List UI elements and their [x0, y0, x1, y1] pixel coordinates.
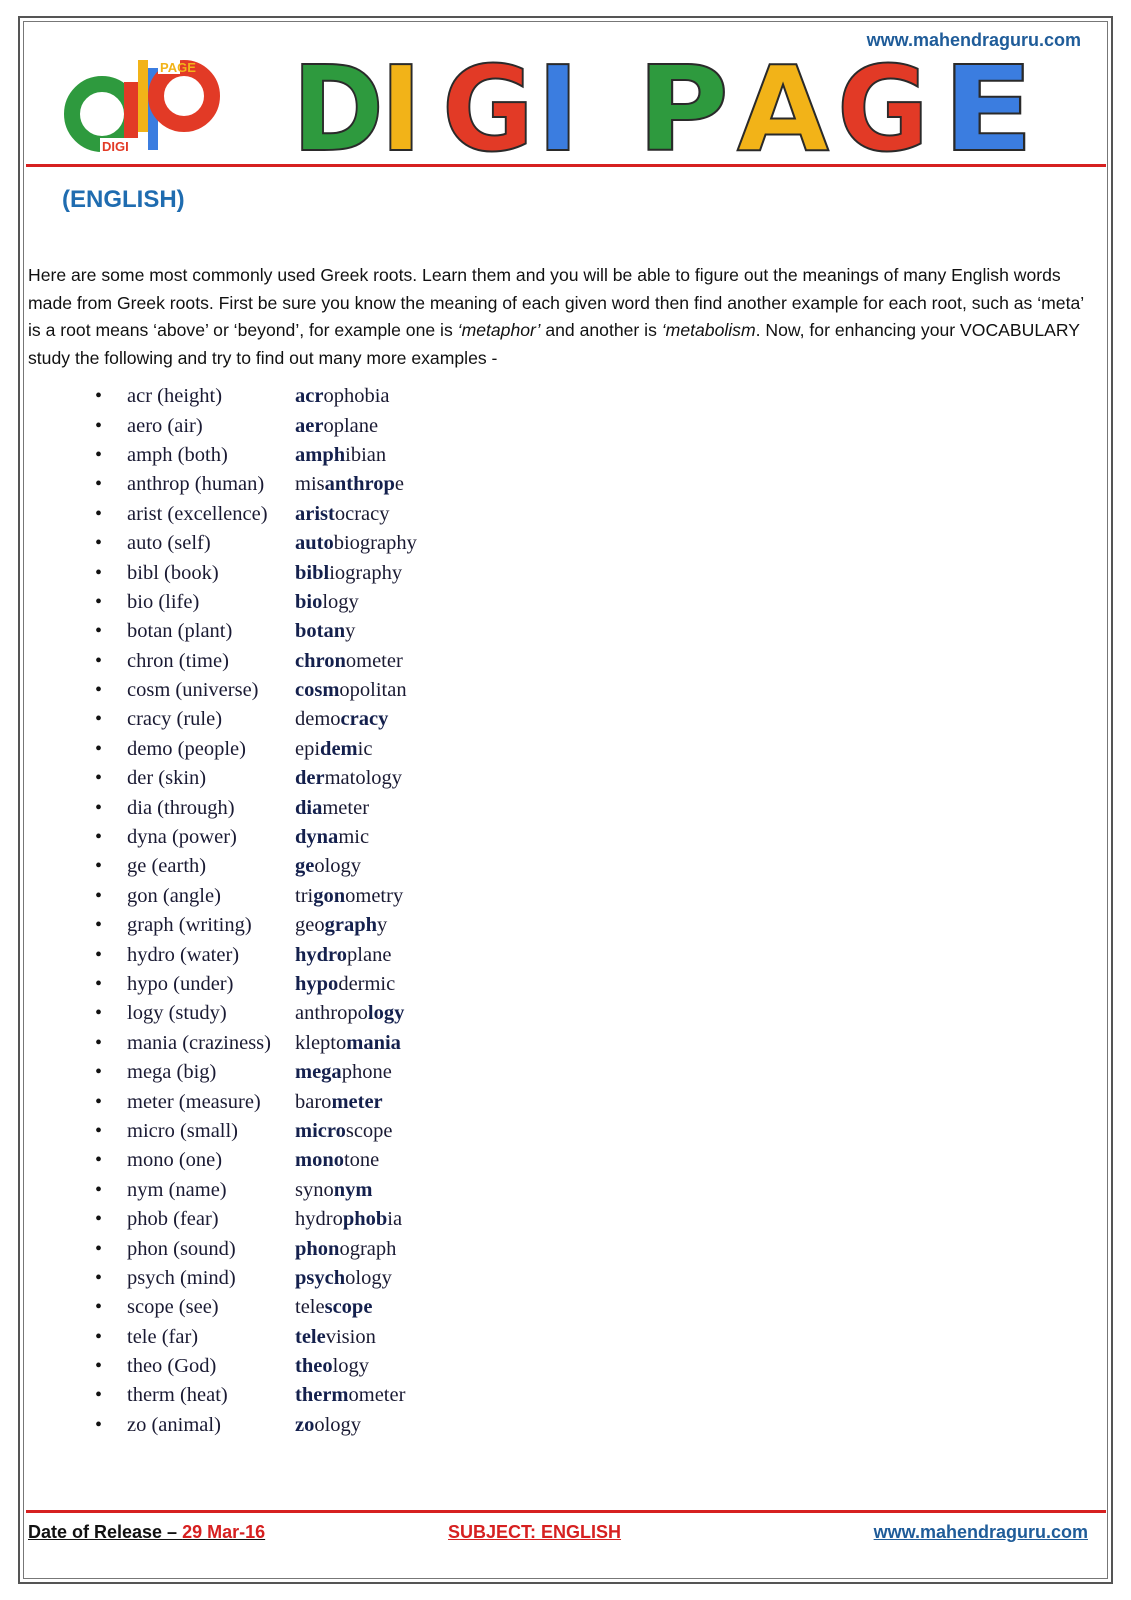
example-suffix: oplane: [323, 414, 379, 437]
example-word: [295, 885, 403, 908]
banner-letter: E: [942, 58, 1034, 158]
root-term: chron (time): [127, 649, 229, 672]
example-suffix: ology: [314, 855, 362, 878]
example-root-part: mono: [295, 1149, 344, 1172]
bullet-icon: •: [95, 1266, 103, 1289]
digi-page-logo: [62, 52, 227, 157]
example-suffix: logy: [322, 590, 359, 613]
root-term: anthrop (human): [127, 473, 265, 496]
example-word: [295, 385, 390, 408]
banner-letter: I: [537, 58, 579, 158]
bullet-icon: •: [95, 767, 103, 790]
root-term: botan (plant): [127, 620, 233, 643]
root-term: scope (see): [127, 1296, 219, 1319]
example-word: [295, 650, 403, 673]
greek-roots-list: [95, 382, 417, 1440]
banner-letter: G: [442, 58, 534, 158]
example-word: [295, 679, 407, 702]
example-word: [295, 1238, 396, 1261]
example-suffix: meter: [322, 796, 370, 819]
bullet-icon: •: [95, 1296, 103, 1319]
list-item: [95, 1146, 417, 1175]
example-word: [295, 826, 369, 849]
root-term: graph (writing): [127, 914, 252, 937]
example-suffix: plane: [347, 943, 392, 966]
root-term: der (skin): [127, 767, 207, 790]
list-item: [95, 1352, 417, 1381]
example-suffix: biography: [333, 532, 417, 555]
root-term: auto (self): [127, 532, 211, 555]
example-prefix: baro: [295, 1090, 332, 1113]
example-root-part: bio: [295, 590, 323, 613]
list-item: [95, 1117, 417, 1146]
list-item: [95, 999, 417, 1028]
root-term: zo (animal): [127, 1413, 221, 1436]
intro-paragraph: [28, 262, 1098, 372]
example-word: [295, 503, 389, 526]
example-root-part: meter: [331, 1090, 383, 1113]
list-item: [95, 617, 417, 646]
bullet-icon: •: [95, 796, 103, 819]
list-item: [95, 470, 417, 499]
example-prefix: tele: [295, 1296, 325, 1319]
example-root-part: nym: [333, 1178, 373, 1201]
example-word: [295, 415, 378, 438]
intro-text-3: . Now, for enhancing your VOCABULARY study the following and try to find out many more examples -: [28, 320, 1080, 368]
example-root-part: phon: [295, 1237, 340, 1260]
bullet-icon: •: [95, 1413, 103, 1436]
bullet-icon: •: [95, 1208, 103, 1231]
bullet-icon: •: [95, 1178, 103, 1201]
root-term: phon (sound): [127, 1237, 236, 1260]
bullet-icon: •: [95, 1061, 103, 1084]
banner-letter: A: [737, 58, 829, 158]
example-root-part: tele: [295, 1325, 326, 1348]
bullet-icon: •: [95, 473, 103, 496]
example-word: [295, 1414, 361, 1437]
example-root-part: dyna: [295, 826, 339, 849]
example-word: [295, 444, 386, 467]
bullet-icon: •: [95, 1384, 103, 1407]
list-item: [95, 411, 417, 440]
list-item: [95, 1323, 417, 1352]
root-term: amph (both): [127, 443, 228, 466]
bullet-icon: •: [95, 855, 103, 878]
list-item: [95, 705, 417, 734]
list-item: [95, 1234, 417, 1263]
release-date: 29 Mar-16: [182, 1522, 266, 1542]
bullet-icon: •: [95, 590, 103, 613]
list-item: [95, 911, 417, 940]
bullet-icon: •: [95, 1090, 103, 1113]
logo-text-top: PAGE: [160, 60, 196, 75]
bullet-icon: •: [95, 414, 103, 437]
example-prefix: epi: [295, 737, 321, 760]
example-suffix: mic: [338, 826, 370, 849]
example-suffix: ibian: [345, 443, 387, 466]
example-word: [295, 973, 395, 996]
example-prefix: anthropo: [295, 1002, 368, 1025]
intro-text-2: and another is: [540, 320, 662, 340]
bullet-icon: •: [95, 1031, 103, 1054]
example-root-part: cosm: [295, 679, 340, 702]
example-prefix: syno: [295, 1178, 334, 1201]
bullet-icon: •: [95, 943, 103, 966]
example-root-part: anthrop: [324, 473, 395, 496]
example-prefix: klepto: [295, 1031, 347, 1054]
example-root-part: hydro: [295, 943, 348, 966]
root-term: mania (craziness): [127, 1031, 271, 1054]
root-term: nym (name): [127, 1178, 227, 1201]
root-term: aero (air): [127, 414, 203, 437]
list-item: [95, 588, 417, 617]
example-word: [295, 1120, 393, 1143]
root-term: hypo (under): [127, 973, 234, 995]
example-root-part: dem: [320, 737, 358, 760]
bullet-icon: •: [95, 973, 103, 995]
bullet-icon: •: [95, 649, 103, 672]
bullet-icon: •: [95, 385, 103, 408]
example-word: [295, 797, 369, 820]
intro-example-metaphor: ‘metaphor’: [457, 320, 541, 340]
bullet-icon: •: [95, 443, 103, 466]
example-root-part: scope: [324, 1296, 373, 1319]
example-prefix: geo: [295, 914, 325, 937]
example-suffix: ograph: [339, 1237, 397, 1260]
example-word: [295, 1179, 372, 1202]
example-suffix: ic: [357, 737, 373, 760]
example-prefix: demo: [295, 708, 341, 731]
list-item: [95, 500, 417, 529]
root-term: acr (height): [127, 385, 223, 408]
root-term: tele (far): [127, 1325, 199, 1348]
root-term: cracy (rule): [127, 708, 223, 731]
example-prefix: tri: [295, 884, 314, 907]
example-root-part: graph: [324, 914, 378, 937]
bullet-icon: •: [95, 679, 103, 702]
example-suffix: ocracy: [334, 502, 390, 525]
root-term: theo (God): [127, 1355, 217, 1378]
example-root-part: cracy: [340, 708, 389, 731]
example-suffix: vision: [325, 1325, 376, 1348]
root-term: micro (small): [127, 1119, 239, 1142]
list-item: [95, 1176, 417, 1205]
root-term: arist (excellence): [127, 502, 268, 525]
list-item: [95, 382, 417, 411]
example-word: [295, 1091, 383, 1114]
footer: [28, 1522, 1088, 1548]
example-root-part: aer: [295, 414, 324, 437]
example-suffix: phone: [341, 1061, 392, 1084]
logo-text-bottom: DIGI: [102, 139, 129, 154]
release-label: Date of Release –: [28, 1522, 183, 1542]
header-divider: [26, 164, 1106, 167]
example-word: [295, 767, 402, 790]
example-word: [295, 1149, 379, 1172]
footer-divider: [26, 1510, 1106, 1513]
example-word: [295, 1061, 392, 1084]
root-term: psych (mind): [127, 1266, 236, 1289]
example-suffix: matology: [324, 767, 403, 790]
example-root-part: logy: [367, 1002, 405, 1025]
example-word: [295, 1002, 404, 1025]
list-item: [95, 735, 417, 764]
root-term: therm (heat): [127, 1384, 228, 1407]
list-item: [95, 1087, 417, 1116]
list-item: [95, 676, 417, 705]
list-item: [95, 793, 417, 822]
root-term: hydro (water): [127, 943, 240, 966]
list-item: [95, 558, 417, 587]
example-suffix: ology: [314, 1413, 362, 1436]
example-root-part: bibl: [295, 561, 330, 584]
bullet-icon: •: [95, 532, 103, 555]
banner-letter: I: [380, 58, 422, 158]
example-suffix: ometry: [345, 884, 404, 907]
root-term: bibl (book): [127, 561, 219, 584]
bullet-icon: •: [95, 620, 103, 643]
example-word: [295, 591, 359, 614]
example-word: [295, 1326, 376, 1349]
example-root-part: chron: [295, 649, 346, 672]
example-suffix: e: [394, 473, 404, 496]
example-word: [295, 944, 391, 967]
list-item: [95, 764, 417, 793]
example-suffix: y: [377, 914, 388, 937]
list-item: [95, 852, 417, 881]
example-word: [295, 1355, 369, 1378]
root-term: bio (life): [127, 590, 200, 613]
intro-example-metabolism: ‘metabolism: [661, 320, 756, 340]
section-heading: (ENGLISH): [62, 186, 185, 213]
footer-subject: SUBJECT: ENGLISH: [448, 1522, 622, 1542]
root-term: dyna (power): [127, 826, 237, 849]
example-prefix: hydro: [295, 1208, 343, 1231]
example-word: [295, 914, 387, 937]
example-root-part: phob: [342, 1208, 388, 1231]
bullet-icon: •: [95, 708, 103, 731]
list-item: [95, 1293, 417, 1322]
bullet-icon: •: [95, 884, 103, 907]
bullet-icon: •: [95, 502, 103, 525]
list-item: [95, 1029, 417, 1058]
release-info: [28, 1522, 265, 1543]
root-term: meter (measure): [127, 1090, 261, 1113]
example-root-part: zo: [295, 1413, 315, 1436]
banner-letter: G: [837, 58, 929, 158]
example-root-part: theo: [295, 1355, 333, 1378]
example-suffix: tone: [343, 1149, 380, 1172]
example-root-part: amph: [295, 443, 346, 466]
bullet-icon: •: [95, 1119, 103, 1142]
example-suffix: ometer: [348, 1384, 406, 1407]
list-item: [95, 1205, 417, 1234]
root-term: cosm (universe): [127, 679, 259, 702]
example-word: [295, 855, 361, 878]
example-word: [295, 1267, 392, 1290]
digi-page-banner: [292, 58, 1062, 158]
banner-letter: D: [292, 58, 384, 158]
example-suffix: y: [345, 620, 356, 643]
example-root-part: psych: [295, 1266, 346, 1289]
example-word: [295, 562, 402, 585]
example-suffix: ophobia: [323, 385, 390, 408]
example-root-part: acr: [295, 385, 324, 408]
list-item: [95, 1381, 417, 1410]
bullet-icon: •: [95, 914, 103, 937]
example-suffix: scope: [345, 1119, 393, 1142]
example-suffix: opolitan: [339, 679, 407, 702]
example-word: [295, 532, 417, 555]
root-term: mono (one): [127, 1149, 223, 1172]
list-item: [95, 1264, 417, 1293]
root-term: mega (big): [127, 1061, 217, 1084]
example-root-part: auto: [295, 532, 334, 555]
bullet-icon: •: [95, 1149, 103, 1172]
bullet-icon: •: [95, 1237, 103, 1260]
root-term: logy (study): [127, 1002, 227, 1025]
list-item: [95, 647, 417, 676]
example-word: [295, 708, 388, 731]
example-word: [295, 1384, 405, 1407]
example-word: [295, 473, 404, 496]
example-word: [295, 620, 355, 643]
list-item: [95, 529, 417, 558]
example-suffix: ia: [387, 1208, 403, 1231]
example-root-part: mania: [346, 1031, 401, 1054]
example-word: [295, 1208, 402, 1231]
list-item: [95, 823, 417, 852]
header-site-url[interactable]: www.mahendraguru.com: [866, 30, 1081, 50]
list-item: [95, 1411, 417, 1440]
example-root-part: mega: [295, 1061, 342, 1084]
bullet-icon: •: [95, 561, 103, 584]
root-term: phob (fear): [127, 1208, 219, 1231]
example-root-part: micro: [295, 1119, 346, 1142]
example-root-part: ge: [295, 855, 315, 878]
intro-text-1: Here are some most commonly used Greek roots. Learn them and you will be able to figure out the meanings of many English words made from Greek roots. First be sure you know the meaning of each given word then find another example for each root, such as ‘meta’ is a root means ‘above’ or ‘beyond’, for example one is: [28, 265, 1084, 340]
example-suffix: dermic: [338, 973, 396, 995]
example-word: [295, 738, 372, 761]
root-term: dia (through): [127, 796, 235, 819]
example-root-part: gon: [313, 884, 346, 907]
example-root-part: der: [295, 767, 325, 790]
example-root-part: arist: [295, 502, 335, 525]
example-word: [295, 1032, 401, 1055]
list-item: [95, 970, 417, 999]
list-item: [95, 1058, 417, 1087]
bullet-icon: •: [95, 1355, 103, 1378]
bullet-icon: •: [95, 1325, 103, 1348]
example-root-part: therm: [295, 1384, 349, 1407]
example-root-part: dia: [295, 796, 323, 819]
example-root-part: hypo: [295, 973, 339, 995]
footer-site-url[interactable]: www.mahendraguru.com: [873, 1522, 1088, 1542]
banner-letter: P: [637, 58, 729, 158]
bullet-icon: •: [95, 1002, 103, 1025]
root-term: demo (people): [127, 737, 246, 760]
example-prefix: mis: [295, 473, 325, 496]
example-suffix: iography: [329, 561, 403, 584]
example-suffix: ometer: [345, 649, 403, 672]
list-item: [95, 940, 417, 969]
list-item: [95, 441, 417, 470]
example-root-part: botan: [295, 620, 346, 643]
bullet-icon: •: [95, 826, 103, 849]
root-term: ge (earth): [127, 855, 207, 878]
example-suffix: logy: [332, 1355, 370, 1378]
root-term: gon (angle): [127, 884, 221, 907]
example-word: [295, 1296, 372, 1319]
bullet-icon: •: [95, 737, 103, 760]
list-item: [95, 882, 417, 911]
example-suffix: ology: [345, 1266, 392, 1289]
